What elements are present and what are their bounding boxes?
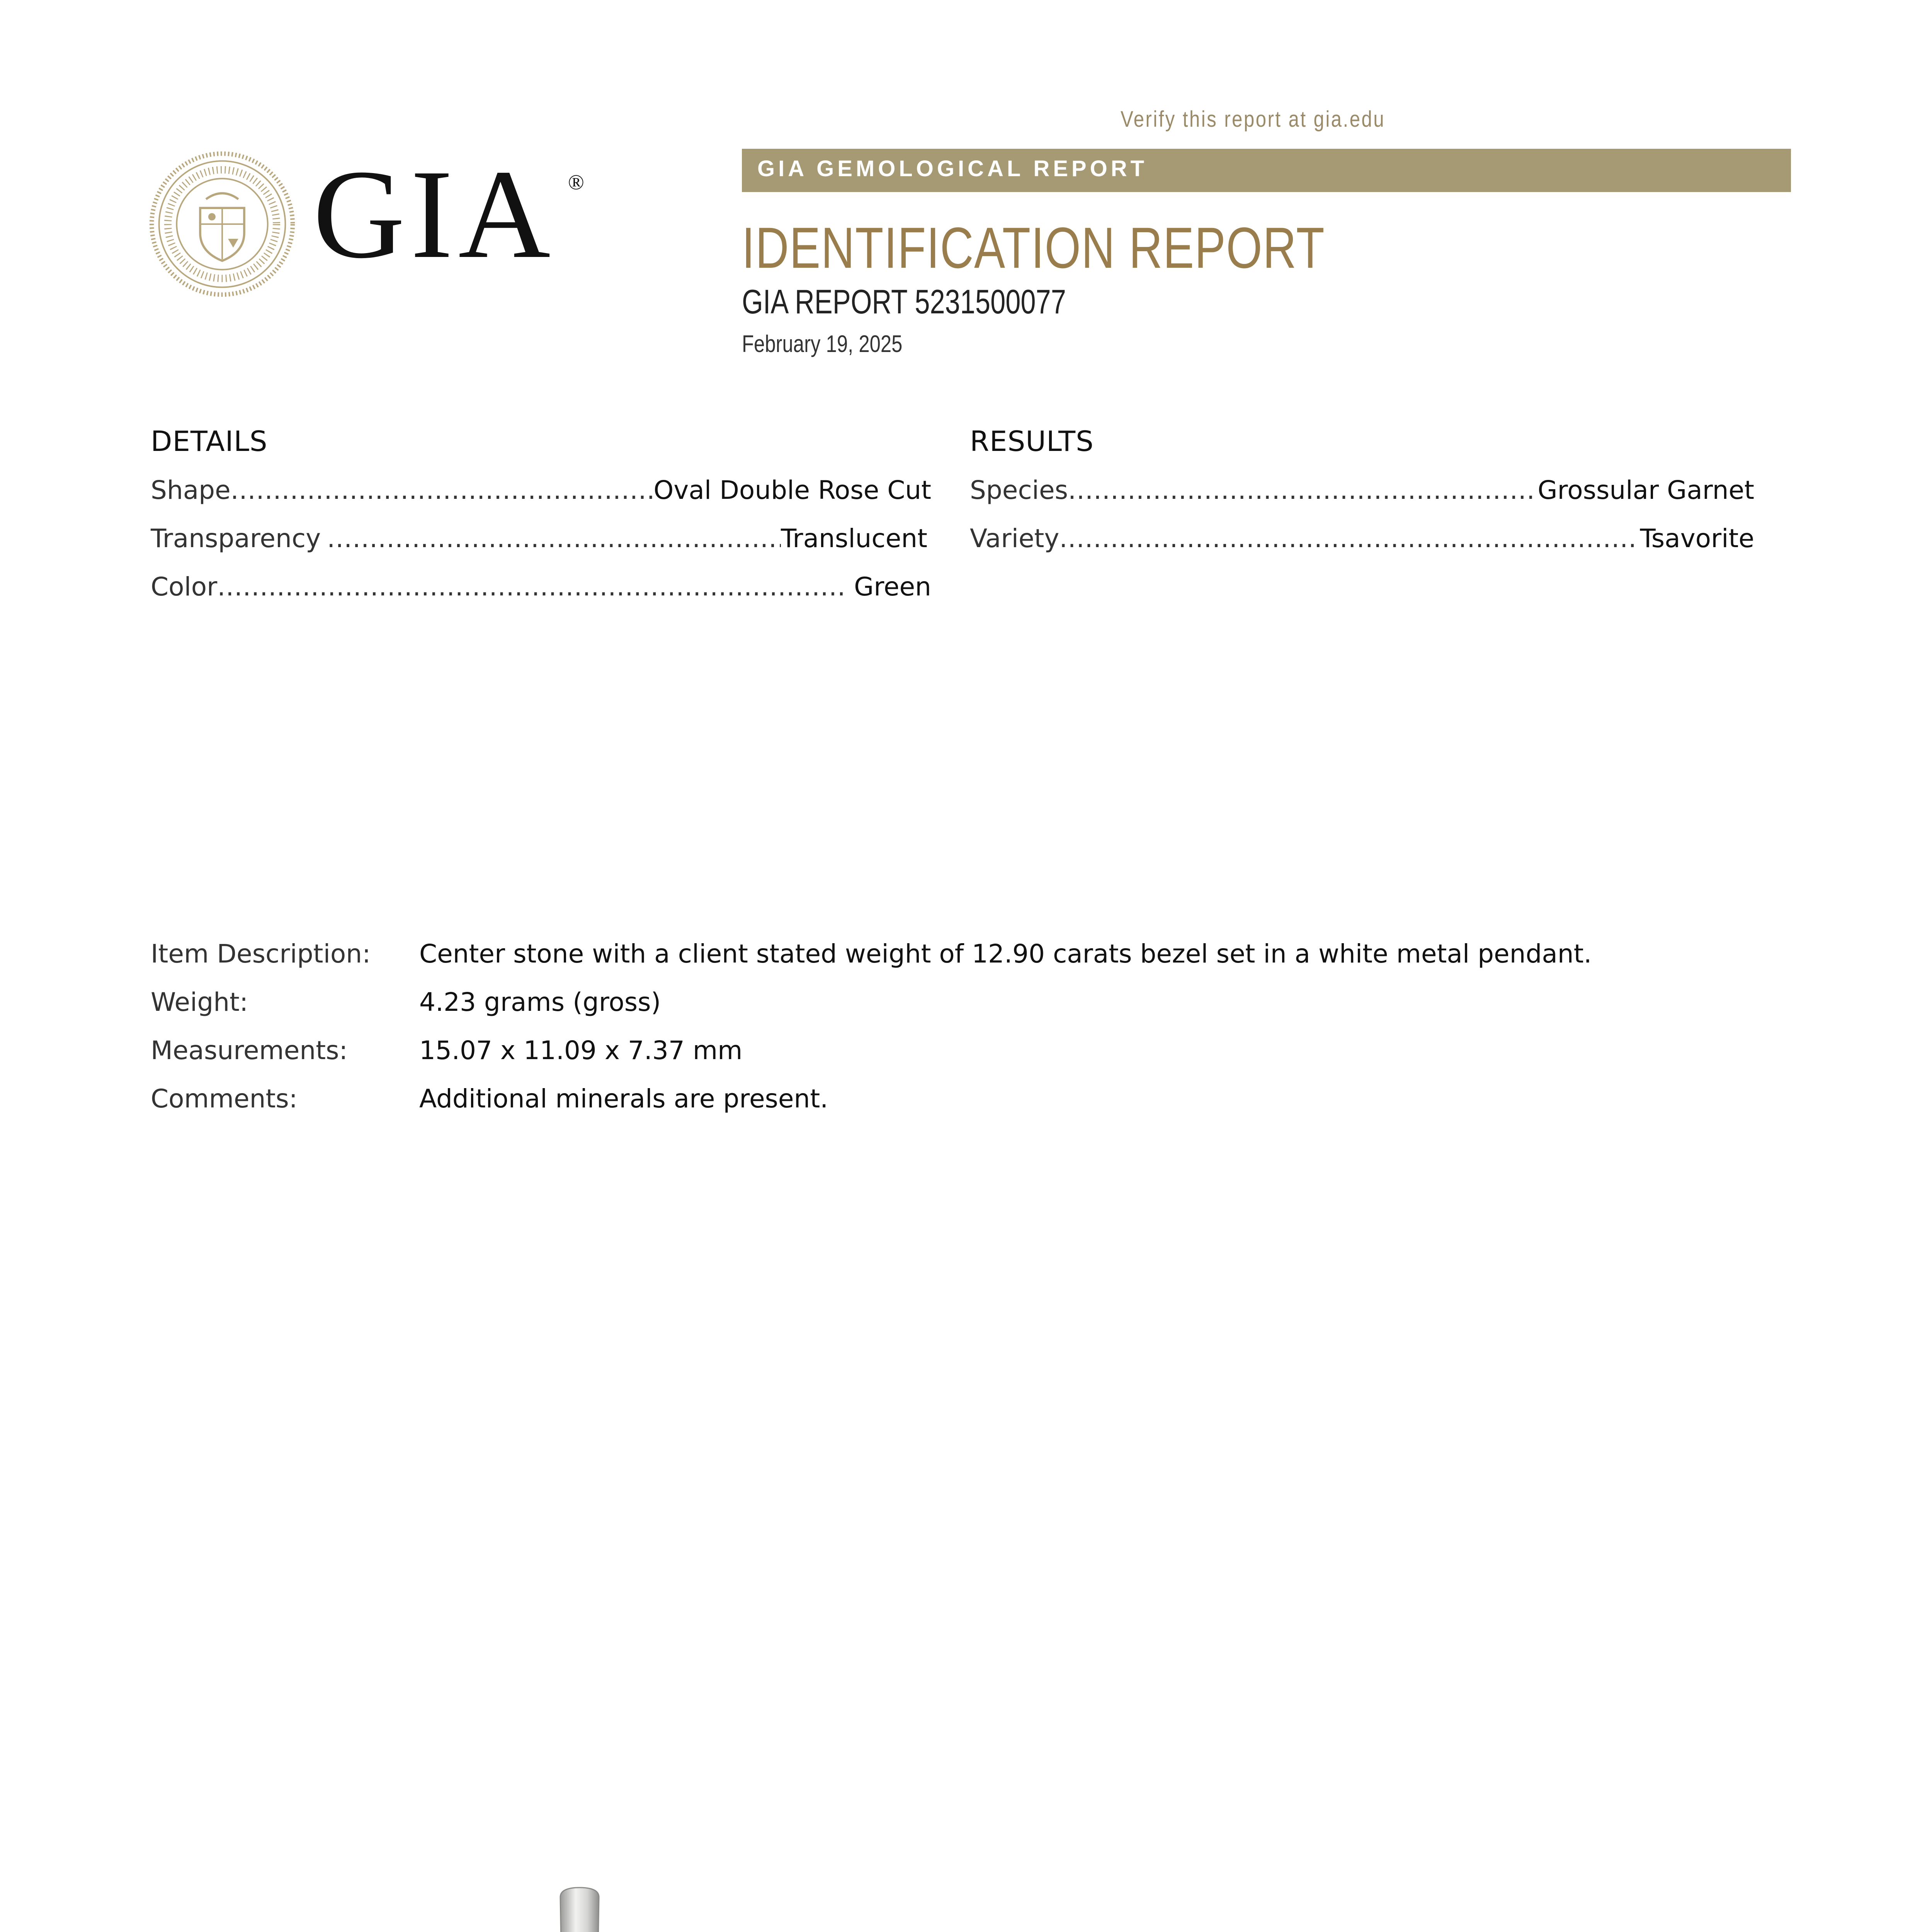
details-row-shape xyxy=(151,475,931,510)
details-heading: DETAILS xyxy=(151,425,268,457)
row-value: Translucent xyxy=(781,524,927,553)
row-label: Variety xyxy=(970,524,1060,553)
verify-link[interactable]: Verify this report at gia.edu xyxy=(1121,107,1386,132)
gia-seal-icon xyxy=(149,151,296,298)
dot-leader xyxy=(1068,475,1537,505)
measurements-label: Measurements: xyxy=(151,1036,348,1065)
report-date: February 19, 2025 xyxy=(742,331,903,357)
report-number: GIA REPORT 5231500077 xyxy=(742,282,1066,321)
details-row-transparency xyxy=(151,524,927,558)
comments-label: Comments: xyxy=(151,1084,298,1114)
row-value: Oval Double Rose Cut xyxy=(653,475,931,505)
row-label: Color xyxy=(151,572,218,602)
dot-leader xyxy=(231,475,654,505)
dot-leader xyxy=(1059,524,1634,553)
banner-text: GIA GEMOLOGICAL REPORT xyxy=(757,156,1148,181)
results-heading: RESULTS xyxy=(970,425,1094,457)
comments-value: Additional minerals are present. xyxy=(419,1084,828,1114)
measurements-value: 15.07 x 11.09 x 7.37 mm xyxy=(419,1036,743,1065)
row-value: Grossular Garnet xyxy=(1537,475,1754,505)
item-description-label: Item Description: xyxy=(151,939,371,969)
details-row-color xyxy=(151,572,931,607)
results-row-species xyxy=(970,475,1754,510)
row-value: Tsavorite xyxy=(1640,524,1754,553)
gia-logo-wordmark: GIA xyxy=(313,144,556,285)
weight-value: 4.23 grams (gross) xyxy=(419,987,661,1017)
pendant-photo xyxy=(502,1886,657,1932)
dot-leader xyxy=(217,572,848,602)
results-row-variety xyxy=(970,524,1754,558)
row-value: Green xyxy=(854,572,931,602)
report-title: IDENTIFICATION REPORT xyxy=(742,215,1325,280)
report-banner xyxy=(742,149,1791,192)
item-description-value: Center stone with a client stated weight of 12.90 carats bezel set in a white metal pendant. xyxy=(419,939,1592,969)
row-label: Transparency xyxy=(151,524,321,553)
row-label: Shape xyxy=(151,475,231,505)
dot-leader xyxy=(327,524,781,553)
registered-mark: ® xyxy=(568,170,584,194)
weight-label: Weight: xyxy=(151,987,248,1017)
row-label: Species xyxy=(970,475,1068,505)
